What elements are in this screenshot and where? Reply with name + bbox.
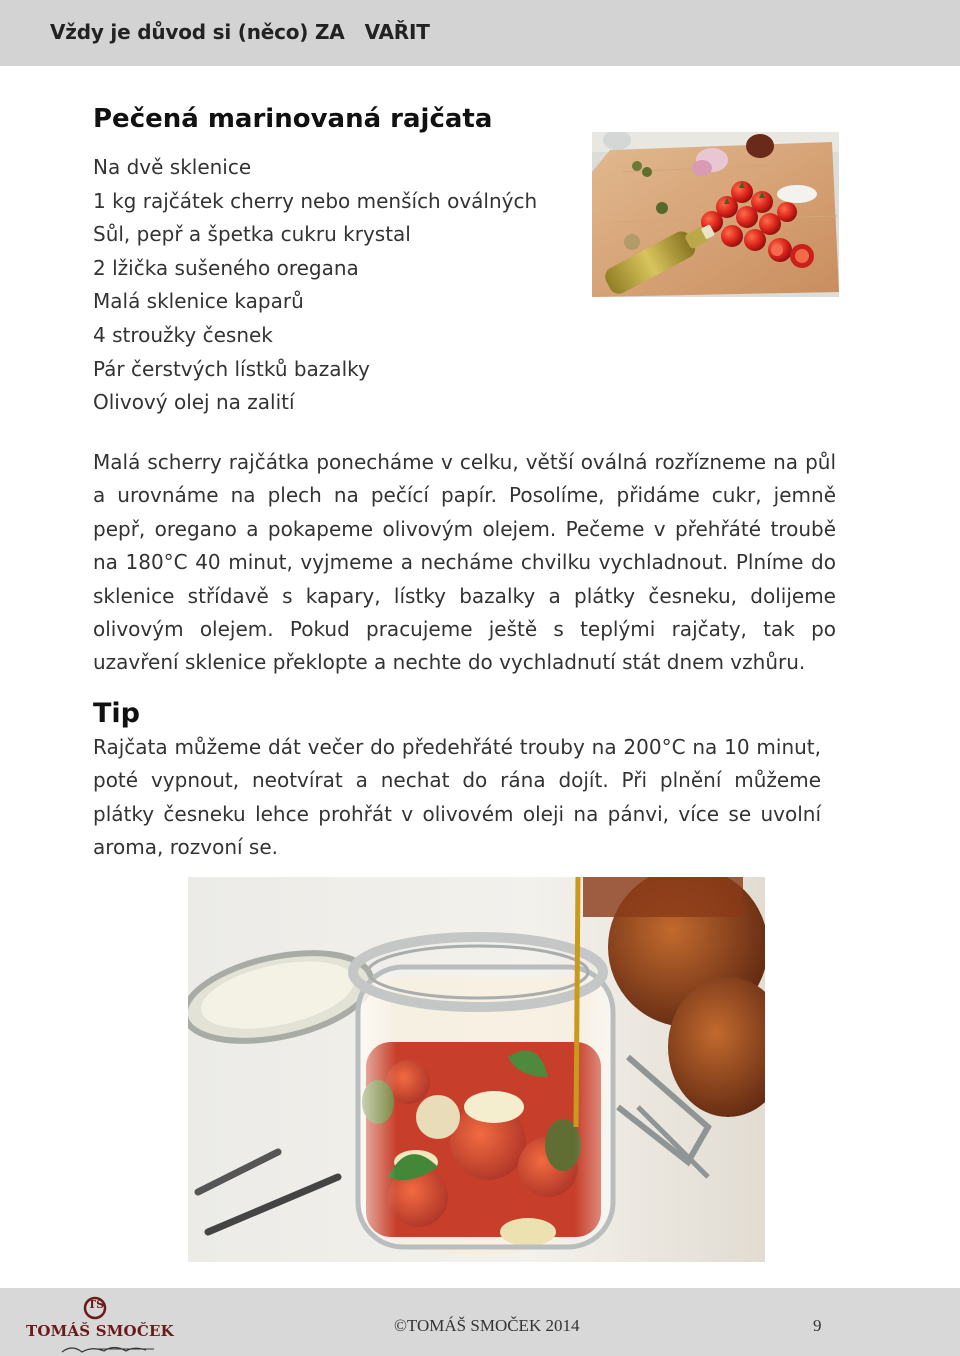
ingredient-item: Olivový olej na zalití xyxy=(93,390,295,415)
ingredient-item: Malá sklenice kaparů xyxy=(93,289,304,314)
header-title-part1: Vždy je důvod si (něco) ZA xyxy=(50,20,345,44)
logo-name: TOMÁŠ SMOČEK xyxy=(26,1322,174,1340)
recipe-title: Pečená marinovaná rajčata xyxy=(93,104,493,134)
signature-icon xyxy=(62,1348,146,1353)
tip-paragraph: Rajčata můžeme dát večer do předehřáté trouby na 200°C na 10 minut, poté vypnout, neotvírat a nechat do rána dojít. Při plnění můžeme plátky česneku lehce prohřát v olivovém oleji na pánvi, více se uvolní aroma, rozvoní se. xyxy=(93,735,821,860)
ingredient-list xyxy=(93,151,537,420)
ingredient-item: 2 lžička sušeného oregana xyxy=(93,255,359,280)
ingredient-item: Pár čerstvých lístků bazalky xyxy=(93,356,370,381)
ingredient-item: 4 stroužky česnek xyxy=(93,322,273,347)
page-header xyxy=(0,0,960,66)
header-title-part2: VAŘIT xyxy=(364,20,430,44)
logo-monogram: TS xyxy=(88,1298,105,1311)
ingredient-item: 1 kg rajčátek cherry nebo menších oválných xyxy=(93,188,538,213)
jar-photo xyxy=(188,877,765,1262)
tomatoes-photo xyxy=(592,132,839,297)
copyright-text: ©TOMÁŠ SMOČEK 2014 xyxy=(394,1316,580,1335)
header-title xyxy=(50,20,430,44)
ingredient-item: Na dvě sklenice xyxy=(93,155,252,179)
method-paragraph: Malá scherry rajčátka ponecháme v celku, větší oválná rozřízneme na půl a urovnáme na plech na pečící papír. Posolíme, přidáme cukr, jemně pepř, oregano a pokapeme olivovým olejem. Pečeme v přehřáté troubě na 180°C 40 minut, vyjmeme a necháme chvilku vychladnout. Plníme do sklenice střídavě s kapary, lístky bazalky a plátky česneku, dolijeme olivovým olejem. Pokud pracujeme ještě s teplými rajčaty, tak po uzavření sklenice překlopte a nechte do vychladnutí stát dnem vzhůru. xyxy=(93,450,836,675)
tip-heading: Tip xyxy=(93,698,140,729)
page-number: 9 xyxy=(813,1316,822,1335)
ingredient-item: Sůl, pepř a špetka cukru krystal xyxy=(93,222,411,247)
